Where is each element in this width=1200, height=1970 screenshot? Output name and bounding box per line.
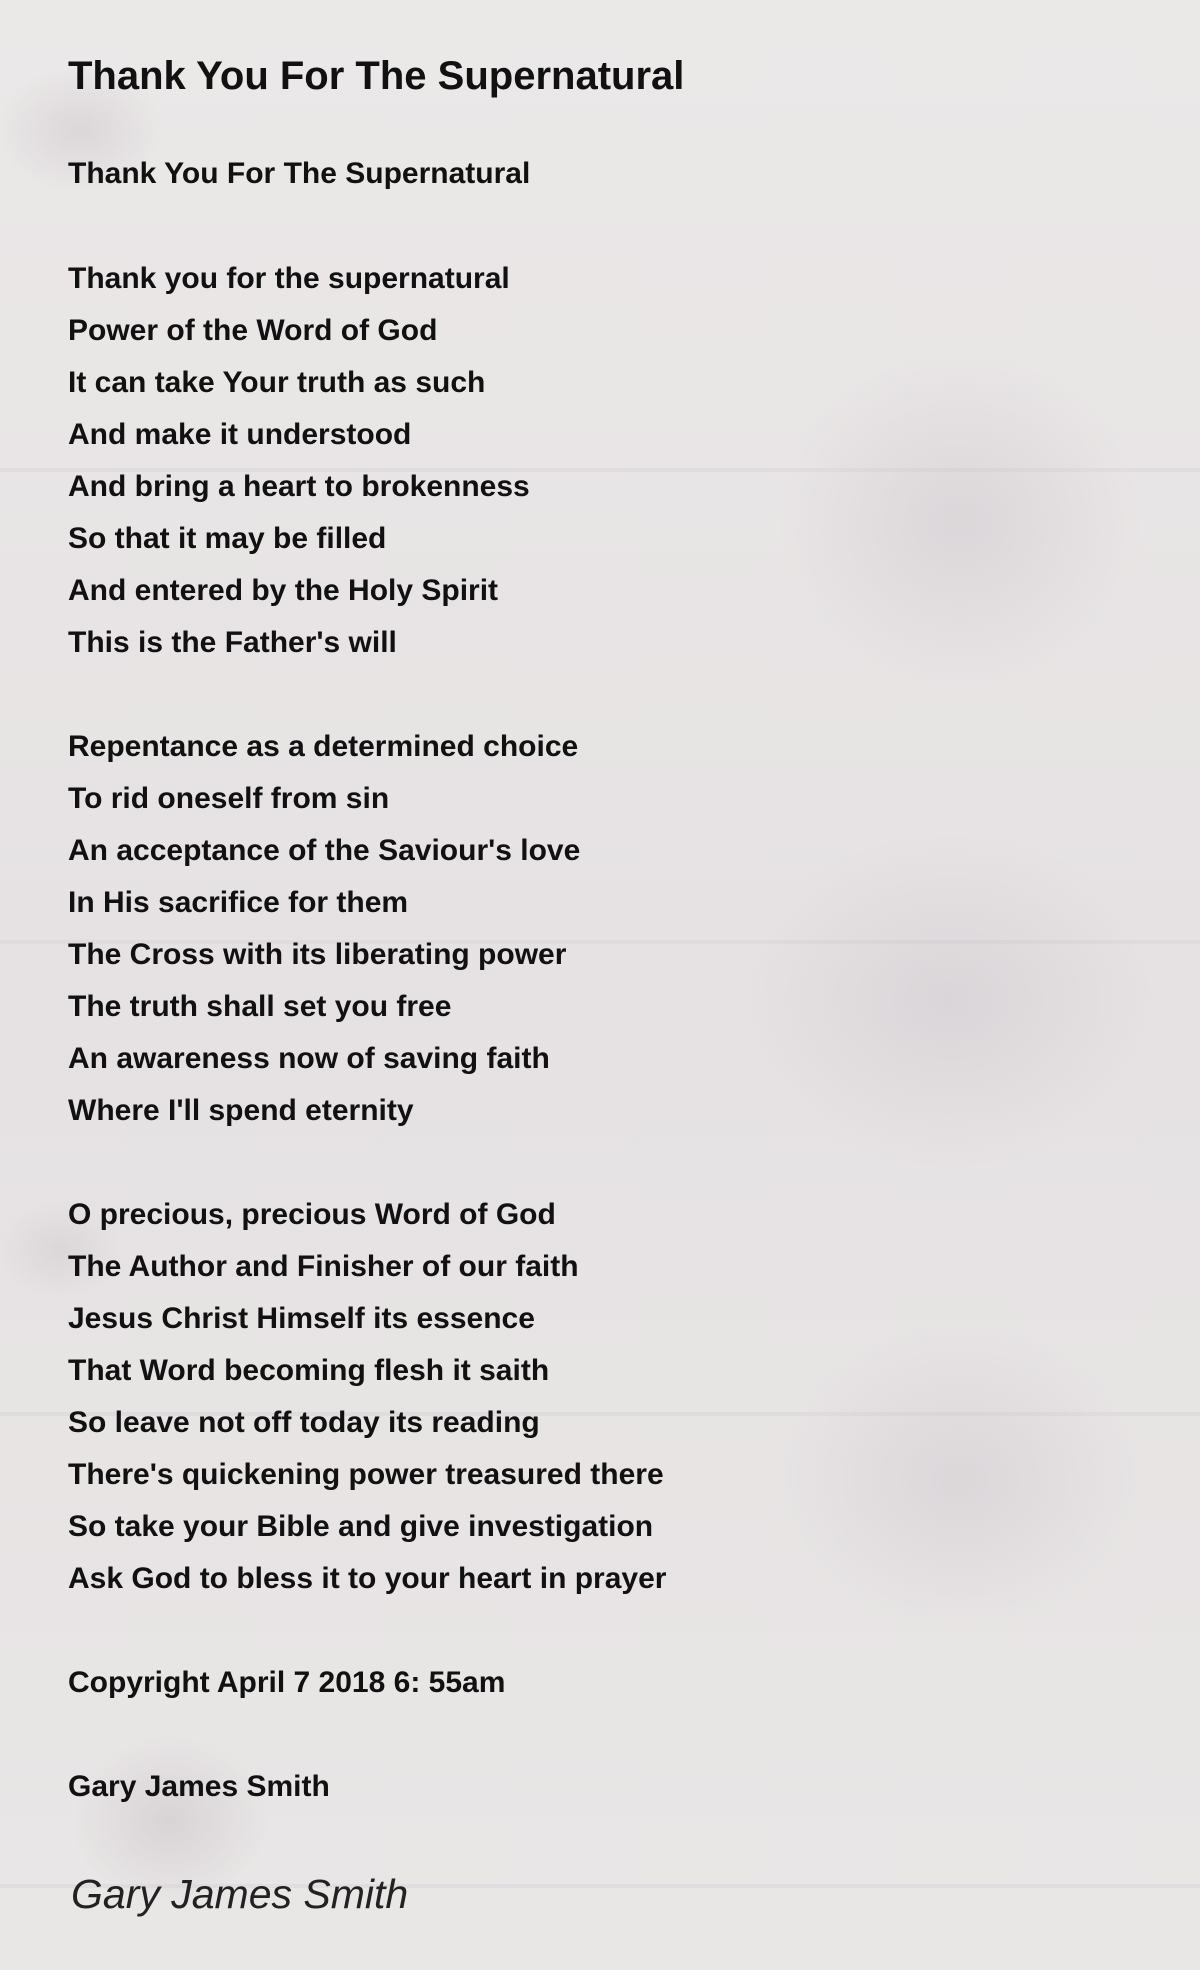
poem-line: Repentance as a determined choice: [68, 730, 579, 763]
poem-line: This is the Father's will: [68, 626, 397, 659]
poem-line: So that it may be filled: [68, 522, 387, 555]
poem-line: And entered by the Holy Spirit: [68, 574, 499, 607]
poem-line: Power of the Word of God: [68, 314, 438, 347]
poem-line: Thank you for the supernatural: [68, 262, 510, 295]
stanza-2: [68, 721, 580, 1137]
poem-line: The Cross with its liberating power: [68, 938, 567, 971]
poem-line: So leave not off today its reading: [68, 1406, 540, 1439]
poem-line: So take your Bible and give investigation: [68, 1510, 654, 1543]
poem-line: Where I'll spend eternity: [68, 1094, 414, 1127]
stanza-3: [68, 1189, 666, 1605]
poem-line: In His sacrifice for them: [68, 886, 409, 919]
poem-line: There's quickening power treasured there: [68, 1458, 664, 1491]
poem-line: O precious, precious Word of God: [68, 1198, 556, 1231]
poem-line: And bring a heart to brokenness: [68, 470, 530, 503]
copyright-notice: Copyright April 7 2018 6: 55am: [68, 1666, 506, 1699]
poem-line: The Author and Finisher of our faith: [68, 1250, 579, 1283]
stanza-1: [68, 253, 530, 669]
poem-line: Ask God to bless it to your heart in prayer: [68, 1562, 667, 1595]
poem-line: And make it understood: [68, 418, 412, 451]
author-name: Gary James Smith: [68, 1770, 330, 1803]
poem-line: An awareness now of saving faith: [68, 1042, 550, 1075]
poem-title: Thank You For The Supernatural: [68, 54, 685, 98]
author-signature: Gary James Smith: [71, 1871, 409, 1917]
poem-line: To rid oneself from sin: [68, 782, 390, 815]
poem-line: The truth shall set you free: [68, 990, 452, 1023]
poem-line: Jesus Christ Himself its essence: [68, 1302, 535, 1335]
poem-line: That Word becoming flesh it saith: [68, 1354, 550, 1387]
poem-line: An acceptance of the Saviour's love: [68, 834, 581, 867]
poem-line: It can take Your truth as such: [68, 366, 486, 399]
poem-subtitle: Thank You For The Supernatural: [68, 157, 531, 190]
